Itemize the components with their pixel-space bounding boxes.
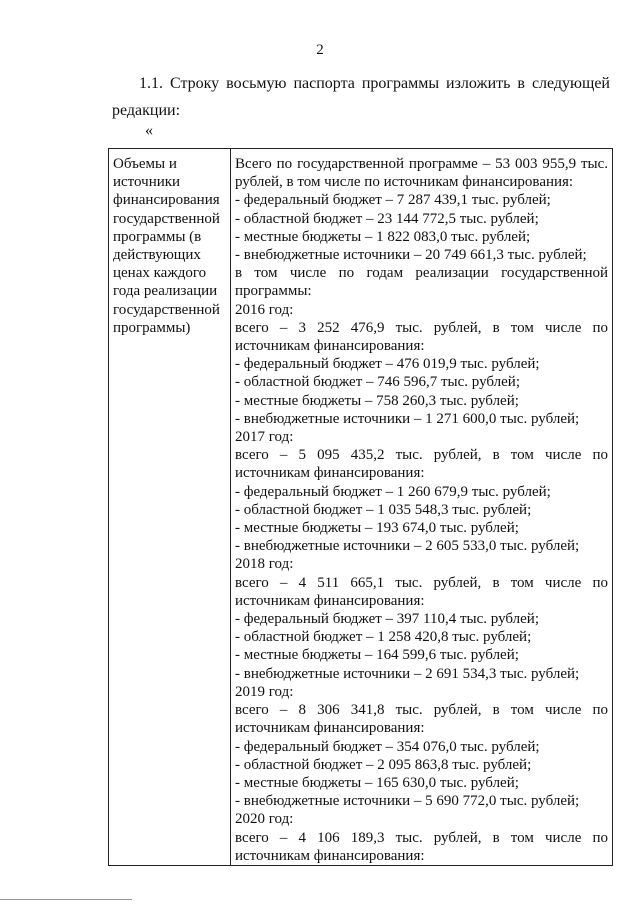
row-header-line: Объемы и	[113, 156, 177, 172]
row-header-line: государственной	[113, 301, 220, 318]
funding-line: 2018 год:	[235, 556, 294, 573]
funding-line: - местные бюджеты – 165 630,0 тыс. рублей;	[235, 774, 519, 791]
row-header-line: финансирования	[113, 192, 220, 209]
funding-details-cell	[231, 149, 613, 866]
row-header-line: источники	[113, 174, 181, 191]
funding-line: - местные бюджеты – 1 822 083,0 тыс. рублей;	[235, 228, 531, 245]
funding-line: источникам финансирования:	[235, 847, 425, 864]
funding-line: программы:	[235, 283, 312, 300]
opening-quote: «	[145, 122, 153, 139]
funding-line: - федеральный бюджет – 354 076,0 тыс. рублей;	[235, 738, 540, 755]
funding-line: - местные бюджеты – 758 260,3 тыс. рублей;	[235, 392, 519, 409]
funding-line: всего – 8 306 341,8 тыс. рублей, в том числе по	[235, 702, 608, 719]
funding-line: рублей, в том числе по источникам финансирования:	[235, 174, 574, 191]
funding-line: - областной бюджет – 1 258 420,8 тыс. рублей;	[235, 629, 532, 646]
funding-line: Всего по государственной программе – 53 003 955,9 тыс.	[235, 156, 608, 172]
row-header-line: ценах каждого	[113, 265, 207, 282]
row-header-cell	[109, 149, 231, 866]
funding-line: - местные бюджеты – 164 599,6 тыс. рублей;	[235, 647, 519, 664]
intro-line-2: редакции:	[112, 102, 181, 119]
funding-line: - областной бюджет – 746 596,7 тыс. рублей;	[235, 374, 520, 391]
page-number: 2	[316, 42, 324, 58]
funding-line: всего – 4 106 189,3 тыс. рублей, в том числе по	[235, 829, 608, 846]
funding-line: 2017 год:	[235, 429, 294, 446]
row-header-line: государственной	[113, 210, 220, 227]
funding-line: - областной бюджет – 23 144 772,5 тыс. рублей;	[235, 210, 539, 227]
funding-line: всего – 3 252 476,9 тыс. рублей, в том числе по	[235, 319, 608, 336]
funding-line: - внебюджетные источники – 2 605 533,0 тыс. рублей;	[235, 538, 580, 555]
row-header-line: действующих	[113, 247, 201, 264]
funding-line: 2016 год:	[235, 301, 294, 318]
funding-line: источникам финансирования:	[235, 465, 425, 482]
funding-line: 2020 год:	[235, 811, 294, 828]
row-header-line: программы)	[113, 319, 191, 336]
funding-line: - федеральный бюджет – 476 019,9 тыс. рублей;	[235, 356, 540, 373]
funding-line: источникам финансирования:	[235, 338, 425, 355]
funding-line: - внебюджетные источники – 1 271 600,0 тыс. рублей;	[235, 410, 580, 427]
intro-line-1: 1.1. Строку восьмую паспорта программы изложить в следующей	[139, 75, 610, 92]
funding-line: источникам финансирования:	[235, 592, 425, 609]
row-header-line: программы (в	[113, 228, 202, 245]
funding-line: - областной бюджет – 1 035 548,3 тыс. рублей;	[235, 501, 532, 518]
funding-line: - внебюджетные источники – 5 690 772,0 тыс. рублей;	[235, 793, 580, 810]
funding-line: всего – 4 511 665,1 тыс. рублей, в том числе по	[235, 574, 608, 591]
funding-line: - внебюджетные источники – 20 749 661,3 тыс. рублей;	[235, 247, 587, 264]
funding-line: - федеральный бюджет – 397 110,4 тыс. рублей;	[235, 611, 539, 628]
funding-line: - федеральный бюджет – 1 260 679,9 тыс. рублей;	[235, 483, 551, 500]
funding-line: источникам финансирования:	[235, 720, 425, 737]
program-passport-table	[108, 148, 613, 866]
funding-line: - федеральный бюджет – 7 287 439,1 тыс. рублей;	[235, 192, 551, 209]
funding-line: всего – 5 095 435,2 тыс. рублей, в том числе по	[235, 447, 608, 464]
funding-line: 2019 год:	[235, 683, 294, 700]
funding-line: - областной бюджет – 2 095 863,8 тыс. рублей;	[235, 756, 532, 773]
funding-line: в том числе по годам реализации государственной	[235, 265, 608, 282]
row-header-line: года реализации	[113, 283, 218, 300]
footer-rule	[0, 899, 132, 900]
funding-line: - внебюджетные источники – 2 691 534,3 тыс. рублей;	[235, 665, 580, 682]
table-row	[109, 149, 613, 866]
funding-line: - местные бюджеты – 193 674,0 тыс. рублей;	[235, 520, 519, 537]
